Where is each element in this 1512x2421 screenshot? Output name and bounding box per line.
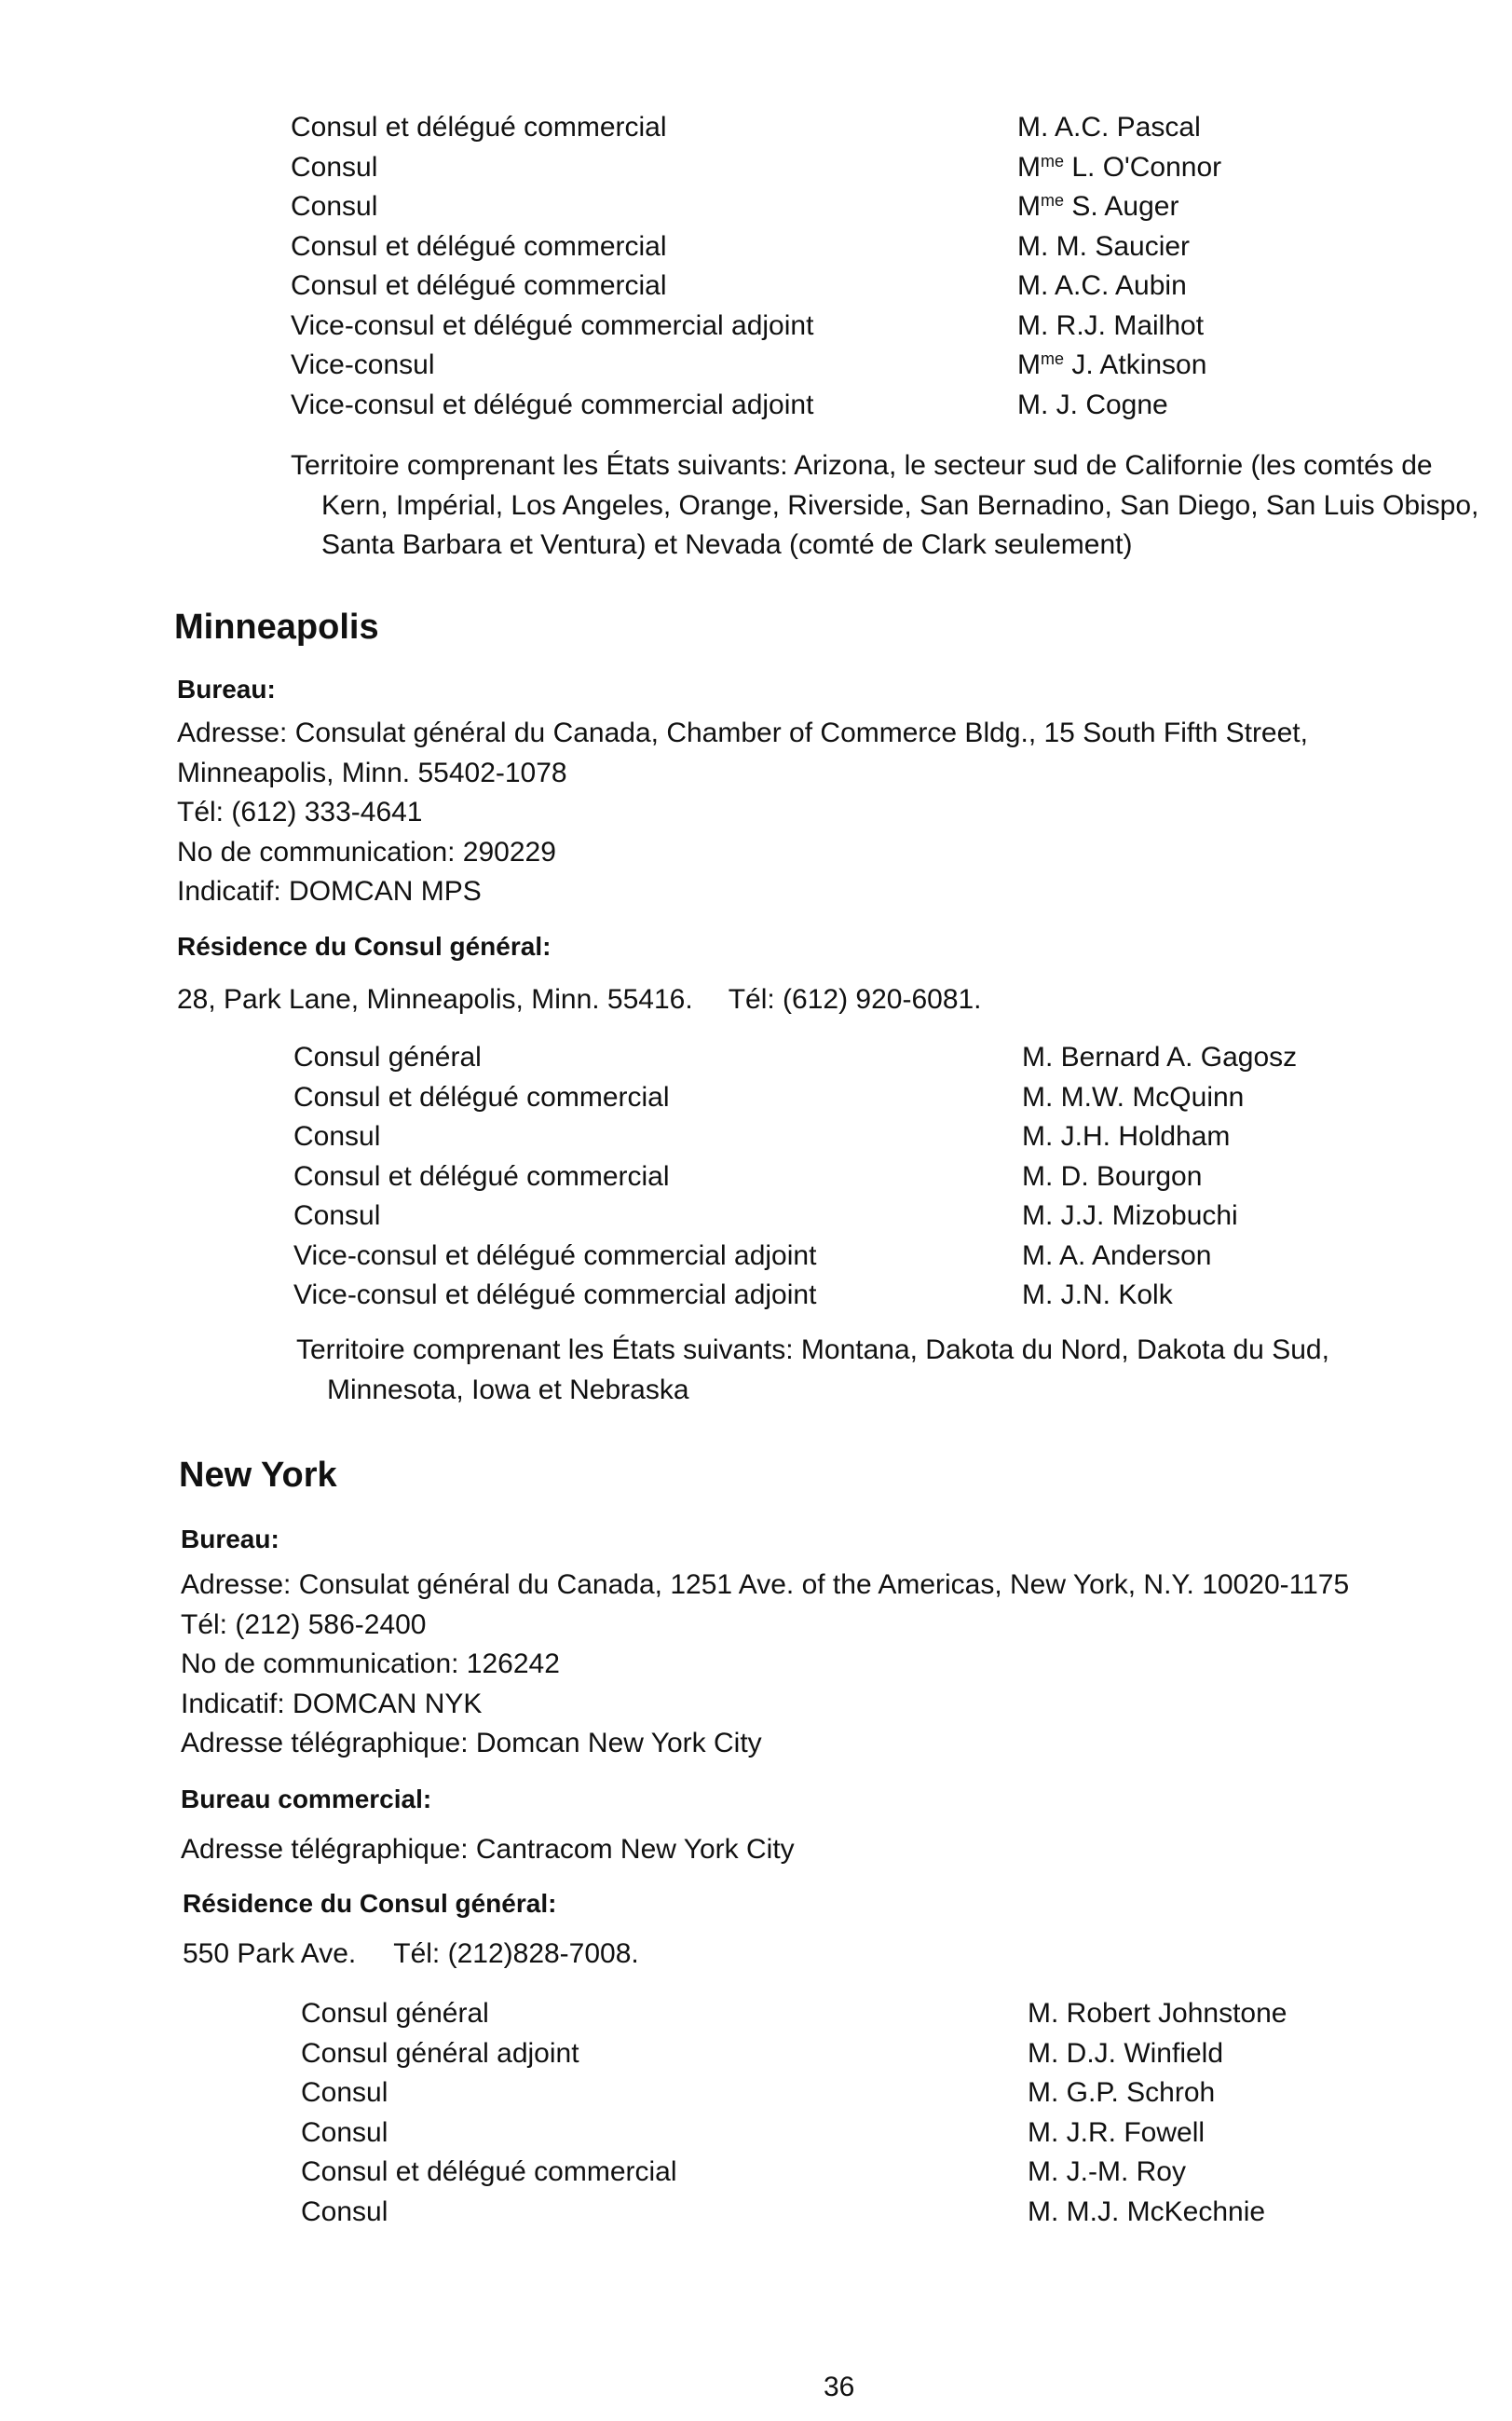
new-york-staff-list bbox=[301, 1994, 1326, 2232]
staff-role: Vice-consul et délégué commercial adjoint bbox=[293, 1279, 817, 1310]
new-york-residence bbox=[183, 1935, 639, 1975]
staff-name: M. M.W. McQuinn bbox=[1022, 1081, 1245, 1113]
staff-role: Consul et délégué commercial bbox=[291, 112, 667, 143]
staff-role: Consul et délégué commercial bbox=[291, 270, 667, 301]
city-heading-minneapolis: Minneapolis bbox=[174, 608, 379, 647]
residence-line bbox=[177, 980, 982, 1020]
staff-row bbox=[301, 2073, 1326, 2113]
bureau-line: No de communication: 126242 bbox=[181, 1648, 560, 1679]
staff-role: Vice-consul bbox=[291, 349, 435, 380]
staff-row bbox=[293, 1038, 1318, 1078]
bureau-line: No de communication: 290229 bbox=[177, 836, 556, 868]
staff-name: M. A.C. Aubin bbox=[1017, 270, 1187, 301]
top-staff-list bbox=[291, 108, 1315, 425]
staff-name: M. A. Anderson bbox=[1022, 1239, 1212, 1271]
staff-row bbox=[291, 108, 1315, 148]
staff-name: M. D.J. Winfield bbox=[1028, 2037, 1224, 2069]
page-number: 36 bbox=[824, 2372, 855, 2402]
staff-role: Consul et délégué commercial bbox=[301, 2156, 677, 2187]
staff-name: M. G.P. Schroh bbox=[1028, 2077, 1216, 2108]
staff-row bbox=[293, 1237, 1318, 1277]
minneapolis-bureau-details bbox=[177, 714, 1308, 912]
staff-role: Consul général adjoint bbox=[301, 2037, 579, 2069]
staff-name: $M^{me}$ L. O'Connor bbox=[1017, 151, 1222, 183]
staff-row bbox=[293, 1276, 1318, 1316]
residence-label: Résidence du Consul général: bbox=[177, 932, 552, 961]
bureau-line: Adresse: Consulat général du Canada, Chamber of Commerce Bldg., 15 South Fifth Street, bbox=[177, 718, 1308, 748]
residence-line bbox=[183, 1935, 639, 1975]
new-york-bureau-details bbox=[181, 1566, 1349, 1764]
staff-row bbox=[293, 1078, 1318, 1118]
staff-role: Consul bbox=[291, 191, 378, 222]
staff-name: M. M.J. McKechnie bbox=[1028, 2195, 1266, 2227]
staff-name: M. J.N. Kolk bbox=[1022, 1279, 1173, 1310]
commercial-line: Adresse télégraphique: Cantracom New York City bbox=[181, 1834, 795, 1865]
staff-row bbox=[291, 227, 1315, 267]
bureau-label: Bureau: bbox=[181, 1525, 279, 1553]
top-territory: Territoire comprenant les États suivants: Arizona, le secteur sud de Californie (les comtés de Kern, Impérial, Los Angeles, Orange, Riverside, San Bernadino, San Diego, San Luis Obispo, Santa Barbara et Ventura) et Nevada (comté de Clark seulement) bbox=[291, 450, 1479, 560]
staff-name: M. A.C. Pascal bbox=[1017, 112, 1201, 143]
staff-role: Consul bbox=[301, 2195, 388, 2227]
staff-name: M. Robert Johnstone bbox=[1028, 1998, 1287, 2029]
staff-name: M. M. Saucier bbox=[1017, 230, 1191, 262]
bureau-line: Adresse: Consulat général du Canada, 1251 Ave. of the Americas, New York, N.Y. 10020-1175 bbox=[181, 1569, 1350, 1600]
staff-name: M. R.J. Mailhot bbox=[1017, 309, 1205, 341]
bureau-line: Indicatif: DOMCAN NYK bbox=[181, 1688, 483, 1719]
staff-name: M. J. Cogne bbox=[1017, 389, 1168, 420]
staff-role: Consul et délégué commercial bbox=[291, 230, 667, 262]
staff-role: Vice-consul et délégué commercial adjoint bbox=[291, 389, 814, 420]
residence-label: Résidence du Consul général: bbox=[183, 1889, 557, 1918]
staff-role: Consul bbox=[291, 151, 378, 183]
bureau-line: Tél: (612) 333-4641 bbox=[177, 797, 423, 828]
bureau-line: Tél: (212) 586-2400 bbox=[181, 1608, 427, 1640]
staff-role: Consul et délégué commercial bbox=[293, 1081, 670, 1113]
residence-tel: Tél: (212)828-7008. bbox=[393, 1938, 639, 1969]
staff-row bbox=[291, 307, 1315, 347]
staff-name: $M^{me}$ S. Auger bbox=[1017, 191, 1179, 222]
staff-name: M. D. Bourgon bbox=[1022, 1160, 1203, 1192]
bureau-line: Minneapolis, Minn. 55402-1078 bbox=[177, 757, 567, 788]
staff-row bbox=[291, 346, 1315, 386]
minneapolis-territory: Territoire comprenant les États suivants: Montana, Dakota du Nord, Dakota du Sud, Minnesota, Iowa et Nebraska bbox=[296, 1334, 1329, 1405]
staff-name: M. J.R. Fowell bbox=[1028, 2116, 1206, 2148]
new-york-commercial bbox=[181, 1830, 795, 1870]
staff-role: Consul général bbox=[301, 1998, 489, 2029]
staff-row bbox=[291, 386, 1315, 426]
minneapolis-staff-list bbox=[293, 1038, 1318, 1316]
staff-row bbox=[293, 1197, 1318, 1237]
staff-row bbox=[291, 148, 1315, 188]
staff-role: Consul général bbox=[293, 1042, 482, 1073]
staff-row bbox=[291, 187, 1315, 227]
bureau-line: Indicatif: DOMCAN MPS bbox=[177, 876, 482, 907]
staff-row bbox=[301, 2034, 1326, 2074]
staff-row bbox=[293, 1157, 1318, 1197]
staff-row bbox=[293, 1117, 1318, 1157]
residence-address: 550 Park Ave. bbox=[183, 1938, 357, 1969]
residence-tel: Tél: (612) 920-6081. bbox=[728, 984, 982, 1015]
staff-role: Consul bbox=[301, 2116, 388, 2148]
staff-row bbox=[301, 1994, 1326, 2034]
staff-row bbox=[291, 267, 1315, 307]
staff-name: $M^{me}$ J. Atkinson bbox=[1017, 349, 1207, 380]
staff-role: Consul bbox=[293, 1121, 381, 1152]
staff-name: M. J.H. Holdham bbox=[1022, 1121, 1231, 1152]
residence-address: 28, Park Lane, Minneapolis, Minn. 55416. bbox=[177, 984, 693, 1015]
staff-role: Consul bbox=[301, 2077, 388, 2108]
bureau-label: Bureau: bbox=[177, 675, 276, 704]
bureau-line: Adresse télégraphique: Domcan New York City bbox=[181, 1728, 762, 1758]
staff-name: M. J.J. Mizobuchi bbox=[1022, 1200, 1238, 1231]
staff-role: Consul bbox=[293, 1200, 381, 1231]
staff-role: Vice-consul et délégué commercial adjoint bbox=[291, 309, 814, 341]
staff-role: Vice-consul et délégué commercial adjoint bbox=[293, 1239, 817, 1271]
staff-name: M. J.-M. Roy bbox=[1028, 2156, 1186, 2187]
bureau-commercial-label: Bureau commercial: bbox=[181, 1785, 432, 1813]
staff-row bbox=[301, 2193, 1326, 2233]
staff-row bbox=[301, 2153, 1326, 2193]
staff-name: M. Bernard A. Gagosz bbox=[1022, 1042, 1298, 1073]
city-heading-new-york: New York bbox=[179, 1456, 337, 1495]
staff-role: Consul et délégué commercial bbox=[293, 1160, 670, 1192]
staff-row bbox=[301, 2113, 1326, 2154]
minneapolis-residence bbox=[177, 980, 982, 1020]
